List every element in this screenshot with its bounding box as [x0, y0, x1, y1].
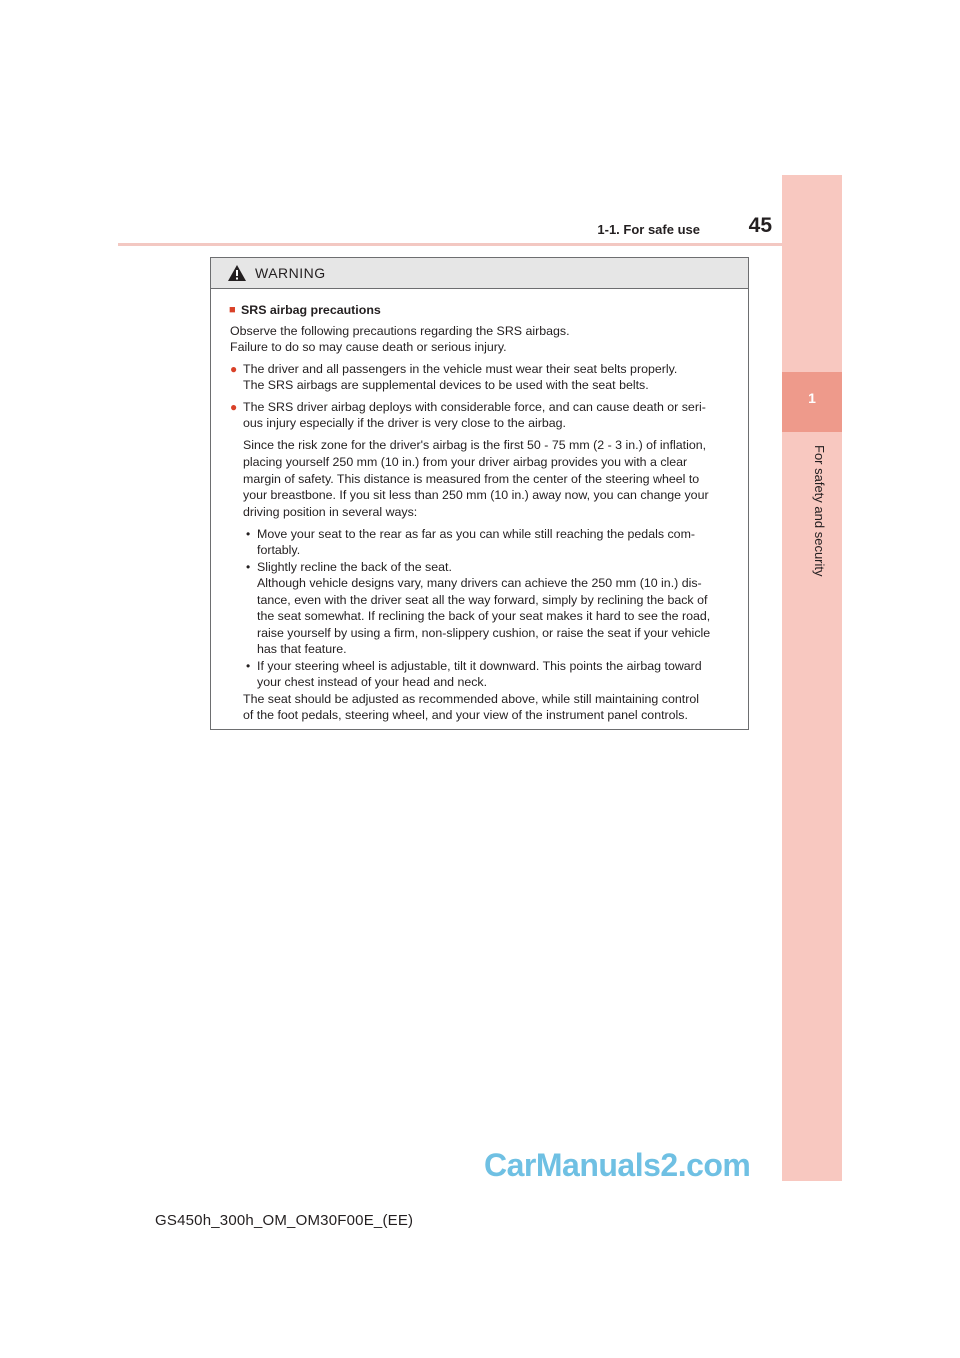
sub2-line-5: raise yourself by using a firm, non-slippery cushion, or raise the seat if your vehicle — [257, 626, 711, 640]
bullet2-line-1: The SRS driver airbag deploys with considerable force, and can cause death or seri- — [243, 400, 706, 414]
chapter-number: 1 — [808, 390, 816, 406]
square-bullet-icon: ■ — [229, 304, 236, 316]
bullet2-line-2: ous injury especially if the driver is very close to the airbag. — [243, 416, 566, 430]
bullet1-line-1: The driver and all passengers in the vehicle must wear their seat belts properly. — [243, 362, 678, 376]
watermark-logo: CarManuals2.com — [484, 1147, 751, 1183]
warning-triangle-icon — [227, 264, 247, 282]
intro-line-2: Failure to do so may cause death or serious injury. — [230, 340, 507, 354]
header-divider — [118, 243, 840, 246]
chapter-side-tab — [782, 175, 842, 1181]
bullet1-line-2: The SRS airbags are supplemental devices to be used with the seat belts. — [243, 378, 649, 392]
sub2-line-6: has that feature. — [257, 642, 347, 656]
intro-line-1: Observe the following precautions regarding the SRS airbags. — [230, 324, 570, 338]
warning-box — [210, 257, 749, 730]
sub-bullet-dot: • — [246, 527, 251, 541]
sub2-line-4: the seat somewhat. If reclining the back of your seat makes it hard to see the road, — [257, 609, 711, 623]
paragraph-line-1: Since the risk zone for the driver's airbag is the first 50 - 75 mm (2 - 3 in.) of inflation, — [243, 438, 707, 452]
round-bullet-icon: ● — [230, 362, 238, 376]
warning-header — [211, 258, 748, 289]
warning-title: WARNING — [255, 265, 326, 281]
section-title: 1-1. For safe use — [597, 222, 700, 237]
page-number: 45 — [748, 214, 772, 237]
sub2-line-2: Although vehicle designs vary, many drivers can achieve the 250 mm (10 in.) dis- — [257, 576, 702, 590]
round-bullet-icon: ● — [230, 400, 238, 414]
sub2-line-3: tance, even with the driver seat all the way forward, simply by reclining the back of — [257, 593, 708, 607]
paragraph-line-2: placing yourself 250 mm (10 in.) from your driver airbag provides you with a clear — [243, 455, 688, 469]
sub-bullet-dot: • — [246, 659, 251, 673]
closing-line-2: of the foot pedals, steering wheel, and your view of the instrument panel controls. — [243, 708, 688, 722]
paragraph-line-4: your breastbone. If you sit less than 250 mm (10 in.) away now, you can change your — [243, 488, 709, 502]
chapter-title: For safety and security — [812, 445, 827, 577]
sub3-line-2: your chest instead of your head and neck. — [257, 675, 488, 689]
sub-bullet-dot: • — [246, 560, 251, 574]
srs-heading: SRS airbag precautions — [241, 303, 381, 317]
footer-doc-code: GS450h_300h_OM_OM30F00E_(EE) — [155, 1212, 414, 1229]
sub2-line-1: Slightly recline the back of the seat. — [257, 560, 452, 574]
paragraph-line-5: driving position in several ways: — [243, 505, 418, 519]
sub3-line-1: If your steering wheel is adjustable, tilt it downward. This points the airbag toward — [257, 659, 702, 673]
sub1-line-1: Move your seat to the rear as far as you can while still reaching the pedals com- — [257, 527, 696, 541]
closing-line-1: The seat should be adjusted as recommended above, while still maintaining control — [243, 692, 699, 706]
paragraph-line-3: margin of safety. This distance is measured from the center of the steering wheel to — [243, 472, 700, 486]
sub1-line-2: fortably. — [257, 543, 301, 557]
